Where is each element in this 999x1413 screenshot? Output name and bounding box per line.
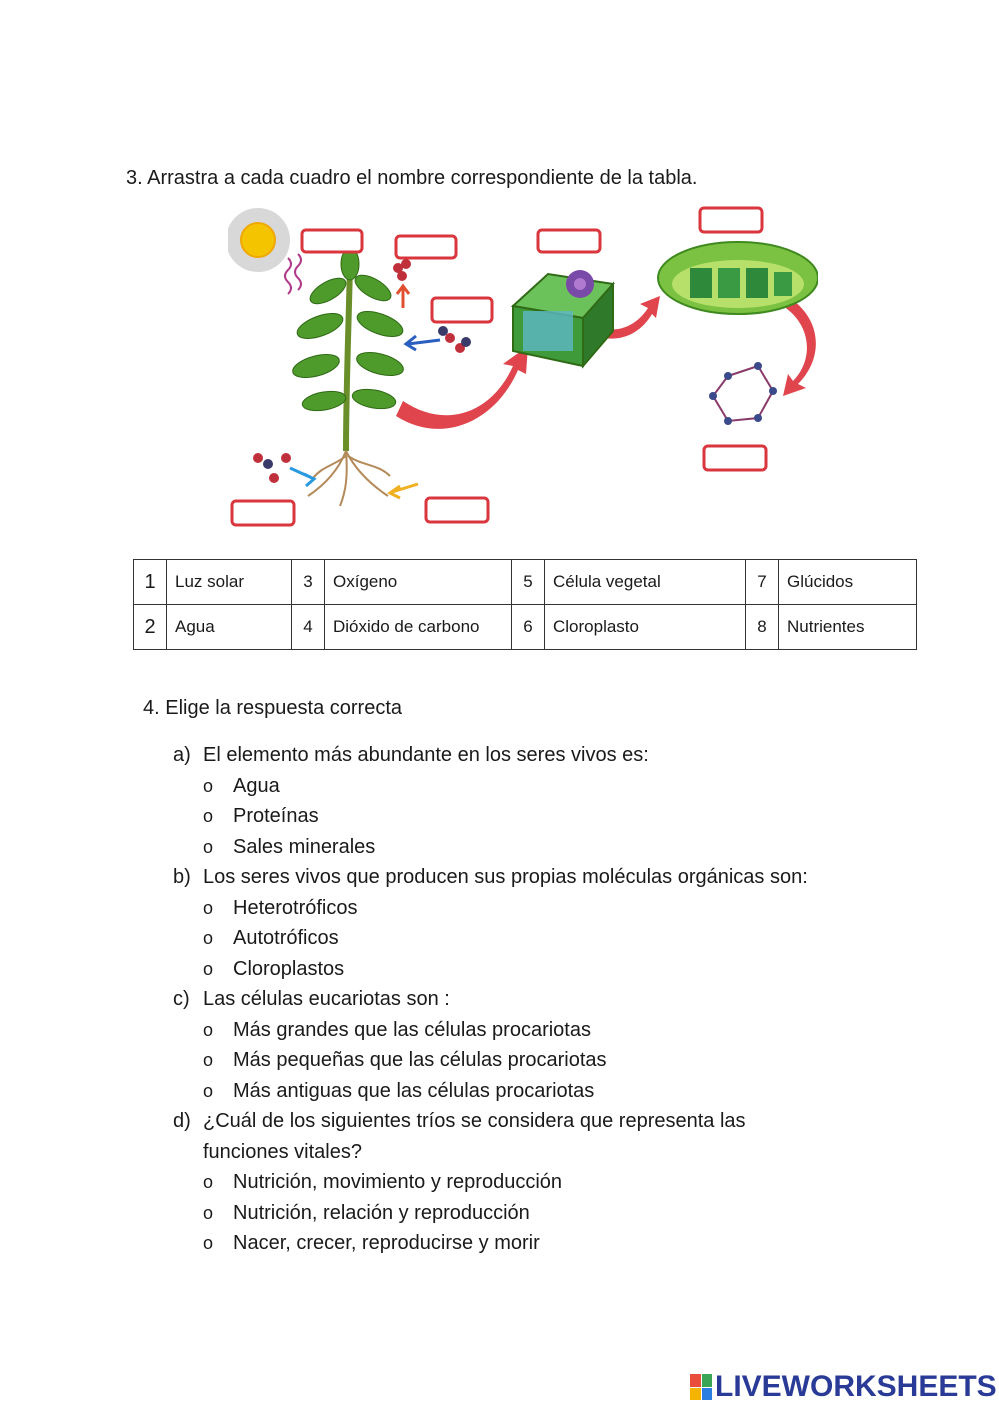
legend-label[interactable]: Agua <box>167 605 292 650</box>
option-label: Autotróficos <box>233 927 339 949</box>
question-letter: d) <box>173 1110 191 1132</box>
logo-mark-icon <box>690 1374 712 1400</box>
answer-option[interactable] <box>173 923 833 954</box>
legend-number: 4 <box>292 605 325 650</box>
legend-number: 2 <box>134 605 167 650</box>
water-molecule-icon <box>281 453 291 463</box>
photosynthesis-diagram <box>228 196 818 541</box>
answer-option[interactable] <box>173 893 833 924</box>
arrow-right-icon <box>290 468 314 486</box>
legend-number: 3 <box>292 560 325 605</box>
question-list <box>173 740 833 1259</box>
water-molecule-icon <box>263 459 273 469</box>
answer-option[interactable] <box>173 954 833 985</box>
logo-square-icon <box>690 1374 701 1387</box>
radio-bullet-icon[interactable]: o <box>203 806 214 826</box>
option-label: Proteínas <box>233 805 319 827</box>
answer-option[interactable] <box>173 771 833 802</box>
question-text: Los seres vivos que producen sus propias moléculas orgánicas son: <box>203 866 808 888</box>
question-b <box>173 862 833 984</box>
answer-option[interactable] <box>173 1167 833 1198</box>
arrow-left-icon <box>390 484 418 498</box>
radio-bullet-icon[interactable]: o <box>203 1233 214 1253</box>
answer-option[interactable] <box>173 1198 833 1229</box>
radio-bullet-icon[interactable]: o <box>203 928 214 948</box>
question-letter: a) <box>173 744 191 766</box>
drop-box-3[interactable] <box>432 298 492 322</box>
logo-text: LIVEWORKSHEETS <box>715 1370 997 1403</box>
option-label: Nutrición, relación y reproducción <box>233 1201 530 1224</box>
curved-arrow-icon <box>396 346 528 429</box>
question-letter: b) <box>173 866 191 888</box>
question-d <box>173 1106 833 1259</box>
legend-number: 5 <box>512 560 545 605</box>
co2-molecule-icon <box>461 337 471 347</box>
radio-bullet-icon[interactable]: o <box>203 958 214 979</box>
question-3-title: 3. Arrastra a cada cuadro el nombre correspondiente de la tabla. <box>126 167 698 189</box>
question-a <box>173 740 833 862</box>
sun-core-icon <box>241 223 275 257</box>
drop-box-6[interactable] <box>704 446 766 470</box>
oxygen-molecule-icon <box>397 271 407 281</box>
plant-roots <box>308 451 390 506</box>
legend-table <box>133 559 917 650</box>
legend-number: 7 <box>746 560 779 605</box>
legend-label[interactable]: Oxígeno <box>325 560 512 605</box>
logo-square-icon <box>702 1374 713 1387</box>
option-label: Nutrición, movimiento y reproducción <box>233 1171 563 1193</box>
radio-bullet-icon[interactable]: o <box>203 1019 214 1040</box>
water-molecule-icon <box>253 453 263 463</box>
legend-label[interactable]: Cloroplasto <box>545 605 746 650</box>
question-text: El elemento más abundante en los seres vivos es: <box>203 744 649 766</box>
radio-bullet-icon[interactable]: o <box>203 836 214 857</box>
arrow-left-icon <box>406 336 440 350</box>
legend-number: 1 <box>134 560 167 605</box>
radio-bullet-icon[interactable]: o <box>203 1050 214 1070</box>
question-text: Las células eucariotas son : <box>203 988 450 1010</box>
logo-square-icon <box>690 1388 701 1401</box>
chloroplast-icon <box>658 242 818 314</box>
legend-label[interactable]: Luz solar <box>167 560 292 605</box>
water-molecule-icon <box>269 473 279 483</box>
arrow-up-icon <box>397 286 409 308</box>
option-label: Más pequeñas que las células procariotas <box>233 1049 607 1071</box>
answer-option[interactable] <box>173 1076 833 1107</box>
logo-square-icon <box>702 1388 713 1401</box>
radio-bullet-icon[interactable]: o <box>203 1202 214 1223</box>
oxygen-molecule-icon <box>401 259 411 269</box>
drop-box-8[interactable] <box>426 498 488 522</box>
radio-bullet-icon[interactable]: o <box>203 897 214 918</box>
option-label: Agua <box>233 774 280 797</box>
question-text: ¿Cuál de los siguientes tríos se considera que representa las funciones vitales? <box>203 1110 746 1163</box>
plant-stem <box>346 266 350 451</box>
radio-bullet-icon[interactable]: o <box>203 775 214 796</box>
glucose-molecule-icon <box>713 366 773 421</box>
legend-label[interactable]: Glúcidos <box>779 560 917 605</box>
option-label: Heterotróficos <box>233 896 358 919</box>
curved-arrow-icon <box>783 298 816 396</box>
answer-option[interactable] <box>173 1045 833 1076</box>
legend-number: 6 <box>512 605 545 650</box>
drop-box-4[interactable] <box>538 230 600 252</box>
option-label: Más grandes que las células procariotas <box>233 1018 591 1041</box>
legend-label[interactable]: Nutrientes <box>779 605 917 650</box>
option-label: Sales minerales <box>233 835 376 858</box>
answer-option[interactable] <box>173 1015 833 1046</box>
liveworksheets-logo[interactable] <box>690 1370 997 1404</box>
drop-box-2[interactable] <box>396 236 456 258</box>
question-4-title: 4. Elige la respuesta correcta <box>143 697 403 719</box>
legend-label[interactable]: Dióxido de carbono <box>325 605 512 650</box>
answer-option[interactable] <box>173 801 833 832</box>
radio-bullet-icon[interactable]: o <box>203 1172 214 1192</box>
plant-cell-icon <box>513 270 613 366</box>
question-letter: c) <box>173 988 190 1010</box>
legend-label[interactable]: Célula vegetal <box>545 560 746 605</box>
drop-box-7[interactable] <box>232 501 294 525</box>
co2-molecule-icon <box>445 333 455 343</box>
table-row <box>134 605 917 650</box>
table-row <box>134 560 917 605</box>
option-label: Cloroplastos <box>233 957 345 980</box>
sunlight-rays-icon <box>285 254 301 294</box>
drop-box-5[interactable] <box>700 208 762 232</box>
radio-bullet-icon[interactable]: o <box>203 1080 214 1101</box>
answer-option[interactable] <box>173 832 833 863</box>
answer-option[interactable] <box>173 1228 833 1259</box>
option-label: Nacer, crecer, reproducirse y morir <box>233 1232 540 1254</box>
legend-number: 8 <box>746 605 779 650</box>
question-c <box>173 984 833 1106</box>
drop-box-1[interactable] <box>302 230 362 252</box>
option-label: Más antiguas que las células procariotas <box>233 1079 595 1102</box>
